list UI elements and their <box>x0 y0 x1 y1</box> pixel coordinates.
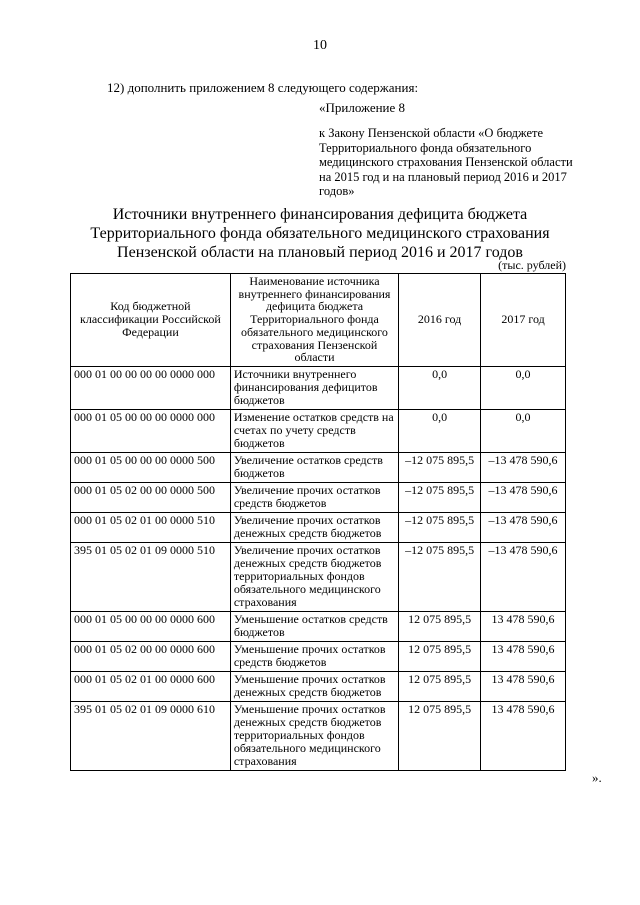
document-title: Источники внутреннего финансирования дефицита бюджета Территориального фонда обязательного медицинского страхования Пензенской области на плановый период 2016 и 2017 годов <box>90 206 550 261</box>
table-row <box>71 452 566 482</box>
row-code: 395 01 05 02 01 09 0000 610 <box>71 701 231 770</box>
row-value-2017: 0,0 <box>481 409 566 452</box>
row-value-2017: 13 478 590,6 <box>481 611 566 641</box>
row-name: Уменьшение прочих остатков денежных средств бюджетов территориальных фондов обязательного медицинского страхования <box>230 701 398 770</box>
row-value-2017: 13 478 590,6 <box>481 641 566 671</box>
row-value-2016: –12 075 895,5 <box>399 482 481 512</box>
row-value-2016: –12 075 895,5 <box>399 542 481 611</box>
row-name: Уменьшение прочих остатков денежных средств бюджетов <box>230 671 398 701</box>
row-name: Уменьшение прочих остатков средств бюджетов <box>230 641 398 671</box>
table-row <box>71 671 566 701</box>
row-value-2016: 12 075 895,5 <box>399 611 481 641</box>
row-code: 000 01 05 00 00 00 0000 600 <box>71 611 231 641</box>
closing-quote: ». <box>592 770 602 785</box>
row-value-2016: 12 075 895,5 <box>399 671 481 701</box>
row-code: 000 01 05 02 00 00 0000 600 <box>71 641 231 671</box>
row-value-2017: –13 478 590,6 <box>481 512 566 542</box>
row-value-2016: –12 075 895,5 <box>399 452 481 482</box>
row-code: 000 01 05 00 00 00 0000 500 <box>71 452 231 482</box>
row-name: Увеличение остатков средств бюджетов <box>230 452 398 482</box>
row-value-2016: 12 075 895,5 <box>399 701 481 770</box>
row-code: 000 01 05 00 00 00 0000 000 <box>71 409 231 452</box>
table-header-row <box>71 274 566 367</box>
row-name: Уменьшение остатков средств бюджетов <box>230 611 398 641</box>
row-code: 395 01 05 02 01 09 0000 510 <box>71 542 231 611</box>
budget-table <box>70 273 566 771</box>
row-value-2017: 13 478 590,6 <box>481 671 566 701</box>
page-number: 10 <box>313 38 327 53</box>
table-row <box>71 701 566 770</box>
row-name: Увеличение прочих остатков средств бюджетов <box>230 482 398 512</box>
row-code: 000 01 05 02 01 00 0000 510 <box>71 512 231 542</box>
header-2016: 2016 год <box>399 274 481 367</box>
row-value-2016: –12 075 895,5 <box>399 512 481 542</box>
header-2017: 2017 год <box>481 274 566 367</box>
table-row <box>71 366 566 409</box>
table-row <box>71 482 566 512</box>
row-value-2017: –13 478 590,6 <box>481 452 566 482</box>
row-name: Изменение остатков средств на счетах по учету средств бюджетов <box>230 409 398 452</box>
row-name: Источники внутреннего финансирования дефицитов бюджетов <box>230 366 398 409</box>
row-value-2016: 12 075 895,5 <box>399 641 481 671</box>
row-code: 000 01 05 02 01 00 0000 600 <box>71 671 231 701</box>
row-value-2016: 0,0 <box>399 409 481 452</box>
row-value-2016: 0,0 <box>399 366 481 409</box>
annex-reference: к Закону Пензенской области «О бюджете Территориального фонда обязательного медицинского страхования Пензенской области на 2015 год и на плановый период 2016 и 2017 годов» <box>319 126 573 198</box>
table-row <box>71 542 566 611</box>
row-value-2017: 0,0 <box>481 366 566 409</box>
annex-label: «Приложение 8 <box>319 100 406 115</box>
intro-text: 12) дополнить приложением 8 следующего содержания: <box>107 80 419 95</box>
row-value-2017: 13 478 590,6 <box>481 701 566 770</box>
row-code: 000 01 00 00 00 00 0000 000 <box>71 366 231 409</box>
table-row <box>71 409 566 452</box>
header-name: Наименование источника внутреннего финансирования дефицита бюджета Территориального фонда обязательного медицинского страхования Пензенской области <box>230 274 398 367</box>
table-row <box>71 611 566 641</box>
row-code: 000 01 05 02 00 00 0000 500 <box>71 482 231 512</box>
row-name: Увеличение прочих остатков денежных средств бюджетов территориальных фондов обязательного медицинского страхования <box>230 542 398 611</box>
row-value-2017: –13 478 590,6 <box>481 542 566 611</box>
table-row <box>71 512 566 542</box>
row-name: Увеличение прочих остатков денежных средств бюджетов <box>230 512 398 542</box>
row-value-2017: –13 478 590,6 <box>481 482 566 512</box>
header-code: Код бюджетной классификации Российской Федерации <box>71 274 231 367</box>
units-label: (тыс. рублей) <box>498 258 566 272</box>
table-row <box>71 641 566 671</box>
